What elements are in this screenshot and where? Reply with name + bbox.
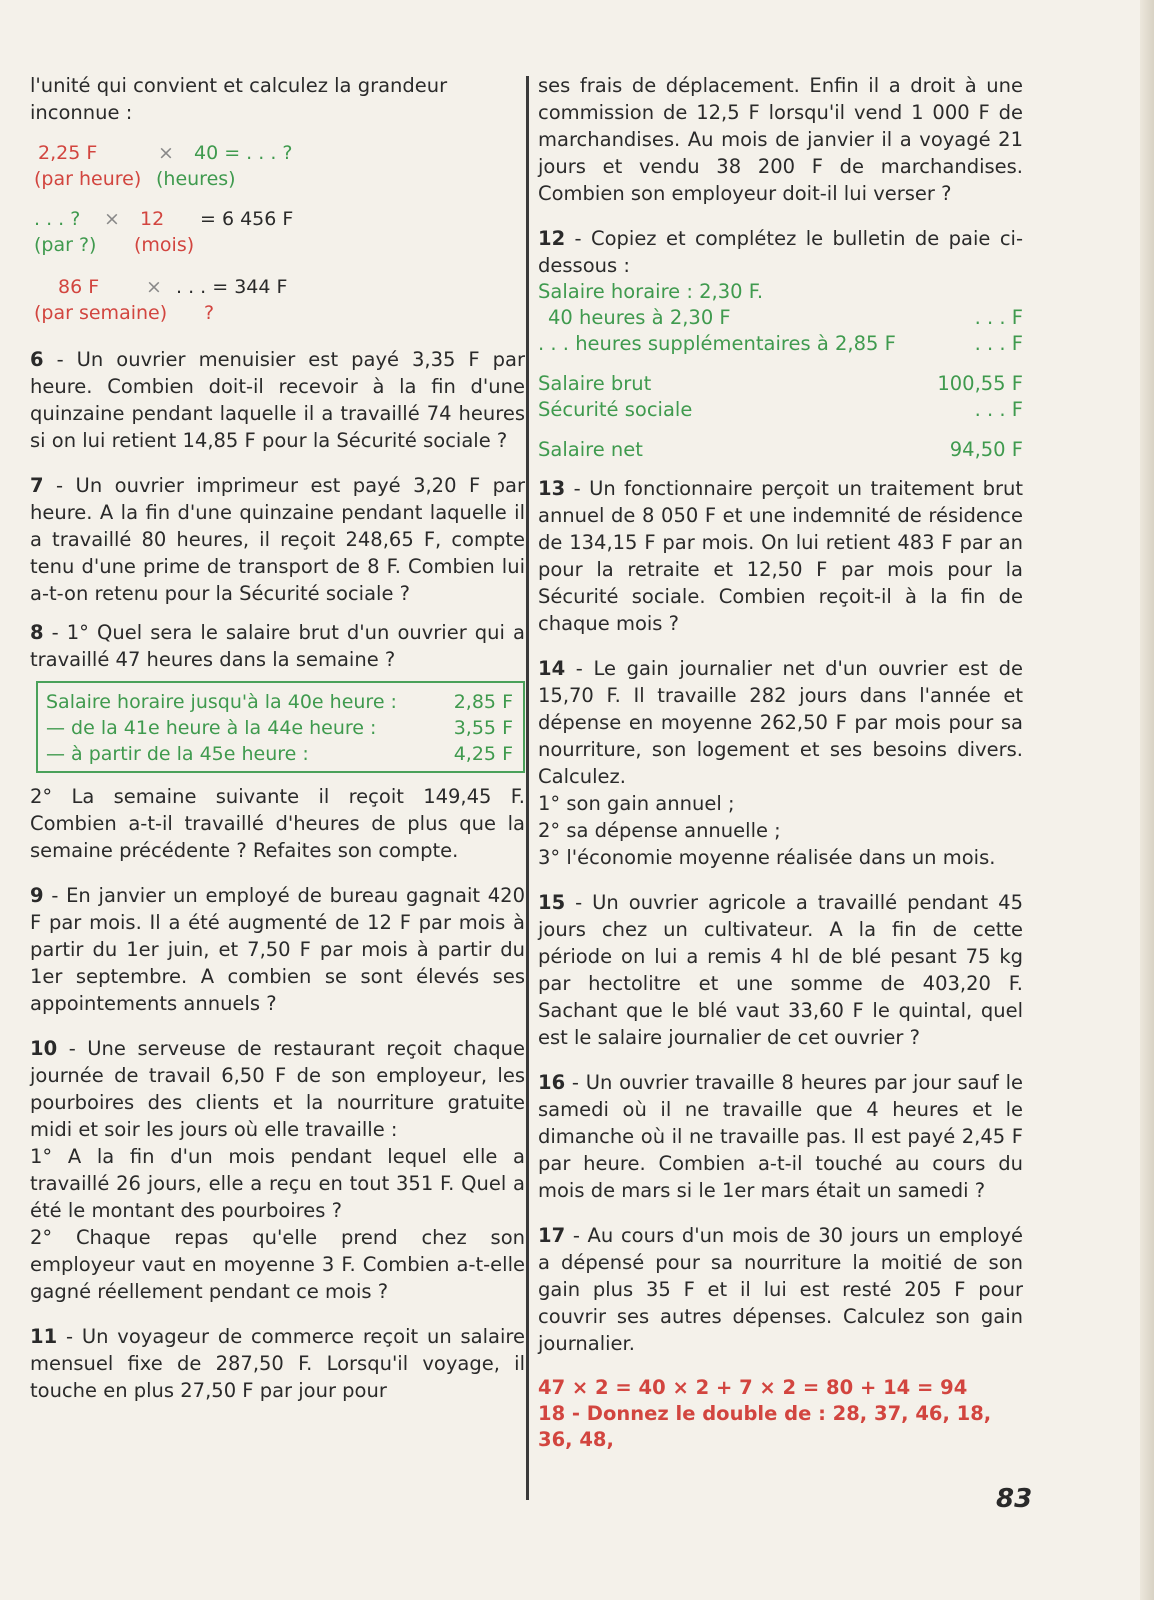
pay-slip-row-social-value: . . . F: [974, 398, 1023, 421]
exercise-14-number: 14: [538, 657, 566, 680]
mental-calculation-example: 47 × 2 = 40 × 2 + 7 × 2 = 80 + 14 = 94: [538, 1376, 968, 1399]
rate-row-1-value: 2,85 F: [453, 691, 513, 713]
formula-2-label-a: (par ?): [34, 234, 97, 256]
pay-slip-row-net-label: Salaire net: [538, 438, 643, 461]
exercise-10-number: 10: [30, 1037, 58, 1060]
exercise-7-text: - Un ouvrier imprimeur est payé 3,20 F par heure. A la fin d'une quinzaine pendant laquelle il a travaillé 80 heures, il reçoit 248,65 F, compte tenu d'une prime de transport de 8 F. Combien lui a-t-on retenu pour la Sécurité sociale ?: [30, 474, 525, 605]
pay-slip-hourly-rate: Salaire horaire : 2,30 F.: [538, 280, 764, 303]
exercise-13-number: 13: [538, 477, 566, 500]
pay-slip-row-net: [538, 437, 1023, 463]
exercise-17-text: - Au cours d'un mois de 30 jours un employé a dépensé pour sa nourriture la moitié de son gain plus 35 F et il lui est resté 205 F pour couvrir ses autres dépenses. Calculez son gain journalier.: [538, 1224, 1023, 1355]
exercise-11-text: - Un voyageur de commerce reçoit un salaire mensuel fixe de 287,50 F. Lorsqu'il voyage, il touche en plus 27,50 F par jour pour: [30, 1325, 525, 1402]
exercise-10-text: - Une serveuse de restaurant reçoit chaque journée de travail 6,50 F de son employeur, les pourboires des clients et la nourriture gratuite midi et soir les jours où elle travaille :: [30, 1037, 525, 1141]
rate-row-3-label: — à partir de la 45e heure :: [46, 743, 309, 765]
exercise-10-part-2: 2° Chaque repas qu'elle prend chez son employeur vaut en moyenne 3 F. Combien a-t-elle gagné réellement pendant ce mois ?: [30, 1226, 525, 1303]
formula-2-op: ×: [104, 208, 120, 230]
formula-3-a: 86 F: [58, 276, 100, 298]
exercise-16: [538, 1069, 1023, 1204]
pay-slip-row-overtime-value: . . . F: [974, 332, 1023, 355]
pay-slip-row-social-label: Sécurité sociale: [538, 398, 693, 421]
rate-row-2-label: — de la 41e heure à la 44e heure :: [46, 717, 377, 739]
formula-3-label-a: (par semaine): [34, 302, 168, 324]
exercise-12-number: 12: [538, 227, 566, 250]
pay-slip-row-overtime-label: . . . heures supplémentaires à 2,85 F: [538, 332, 896, 355]
rate-row-1: [46, 689, 513, 715]
formula-2: [34, 206, 525, 258]
exercise-13-text: - Un fonctionnaire perçoit un traitement brut annuel de 8 050 F et une indemnité de résidence de 134,15 F par mois. On lui retient 483 F par an pour la retraite et 12,50 F par mois pour la Sécurité sociale. Combien reçoit-il à la fin de chaque mois ?: [538, 477, 1023, 635]
exercise-17-number: 17: [538, 1224, 566, 1247]
exercise-9: [30, 882, 525, 1017]
exercise-14-item-1: 1° son gain annuel ;: [538, 792, 735, 815]
exercise-9-text: - En janvier un employé de bureau gagnait 420 F par mois. Il a été augmenté de 12 F par mois à partir du 1er juin, et 7,50 F par mois à partir du 1er septembre. A combien se sont élevés ses appointements annuels ?: [30, 884, 525, 1015]
exercise-15: [538, 889, 1023, 1051]
exercise-11-continued: ses frais de déplacement. Enfin il a droit à une commission de 12,5 F lorsqu'il vend 1 000 F de marchandises. Au mois de janvier il a voyagé 21 jours et vendu 38 200 F de marchandises. Combien son employeur doit-il lui verser ?: [538, 74, 1023, 205]
exercise-14-item-2: 2° sa dépense annuelle ;: [538, 819, 781, 842]
formula-1-label-b: (heures): [156, 168, 236, 190]
intro-line-1: l'unité qui convient et calculez la grandeur: [30, 74, 448, 97]
page-number: 83: [996, 1484, 1033, 1514]
exercise-15-number: 15: [538, 891, 566, 914]
exercise-6: [30, 346, 525, 454]
rate-row-3: [46, 741, 513, 767]
exercise-16-number: 16: [538, 1071, 566, 1094]
hourly-rates-box: [36, 681, 525, 773]
formula-3-b: . . . = 344 F: [176, 276, 288, 298]
formula-2-b: 12: [140, 208, 165, 230]
exercise-11: [30, 1323, 525, 1404]
pay-slip-row-gross-label: Salaire brut: [538, 372, 652, 395]
exercise-7: [30, 472, 525, 607]
exercise-14-item-3: 3° l'économie moyenne réalisée dans un mois.: [538, 846, 996, 869]
exercise-6-number: 6: [30, 348, 44, 371]
column-divider: [526, 76, 529, 1500]
exercise-17: [538, 1222, 1023, 1357]
exercise-12-text: - Copiez et complétez le bulletin de paie ci-dessous :: [538, 227, 1023, 277]
formula-1-op: ×: [158, 142, 174, 164]
formula-1-b: 40 = . . . ?: [194, 142, 293, 164]
page-edge: [1140, 0, 1154, 1600]
exercise-18: 18 - Donnez le double de : 28, 37, 46, 18, 36, 48,: [538, 1402, 992, 1451]
exercise-15-text: - Un ouvrier agricole a travaillé pendant 45 jours chez un cultivateur. A la fin de cette période on lui a remis 4 hl de blé pesant 75 kg par hectolitre et une somme de 403,20 F. Sachant que le blé vaut 33,60 F le quintal, quel est le salaire journalier de cet ouvrier ?: [538, 891, 1023, 1049]
exercise-8-number: 8: [30, 621, 44, 644]
pay-slip-row-regular-label: 40 heures à 2,30 F: [548, 306, 731, 329]
pay-slip-row-regular: [538, 305, 1023, 331]
exercise-12: [538, 225, 1023, 279]
right-column: [538, 72, 1023, 1453]
rate-row-3-value: 4,25 F: [453, 743, 513, 765]
rate-row-2: [46, 715, 513, 741]
formula-3: [34, 274, 525, 326]
exercise-6-text: - Un ouvrier menuisier est payé 3,35 F par heure. Combien doit-il recevoir à la fin d'une quinzaine pendant laquelle il a travaillé 74 heures si on lui retient 14,85 F pour la Sécurité sociale ?: [30, 348, 525, 452]
exercise-7-number: 7: [30, 474, 44, 497]
formula-1: [34, 140, 525, 192]
formula-2-c: = 6 456 F: [200, 208, 294, 230]
formula-3-op: ×: [146, 276, 162, 298]
pay-slip: [538, 279, 1023, 463]
exercise-16-text: - Un ouvrier travaille 8 heures par jour sauf le samedi où il ne travaille que 4 heures et le dimanche où il ne travaille pas. Il est payé 2,45 F par heure. Combien a-t-il touché au cours du mois de mars si le 1er mars était un samedi ?: [538, 1071, 1023, 1202]
exercise-8-part-2: 2° La semaine suivante il reçoit 149,45 F. Combien a-t-il travaillé d'heures de plus que la semaine précédente ? Refaites son compte.: [30, 785, 525, 862]
exercise-8: [30, 619, 525, 673]
left-column: [30, 72, 525, 1404]
formula-2-label-b: (mois): [134, 234, 195, 256]
exercise-8-text: - 1° Quel sera le salaire brut d'un ouvrier qui a travaillé 47 heures dans la semaine ?: [30, 621, 525, 671]
formula-1-a: 2,25 F: [38, 142, 98, 164]
formula-3-label-b: ?: [204, 302, 215, 324]
pay-slip-row-gross-value: 100,55 F: [937, 372, 1023, 395]
exercise-10-part-1: 1° A la fin d'un mois pendant lequel elle a travaillé 26 jours, elle a reçu en tout 351 F. Quel a été le montant des pourboires ?: [30, 1145, 525, 1222]
pay-slip-row-regular-value: . . . F: [974, 306, 1023, 329]
formula-2-a: . . . ?: [34, 208, 81, 230]
intro-line-2: inconnue :: [30, 101, 133, 124]
exercise-9-number: 9: [30, 884, 44, 907]
exercise-14-text: - Le gain journalier net d'un ouvrier est de 15,70 F. Il travaille 282 jours dans l'année et dépense en moyenne 262,50 F par mois pour sa nourriture, son logement et ses besoins divers. Calculez.: [538, 657, 1023, 788]
exercise-13: [538, 475, 1023, 637]
formula-1-label-a: (par heure): [34, 168, 142, 190]
rate-row-1-label: Salaire horaire jusqu'à la 40e heure :: [46, 691, 397, 713]
pay-slip-row-gross: [538, 371, 1023, 397]
exercise-10: [30, 1035, 525, 1143]
exercise-11-number: 11: [30, 1325, 58, 1348]
pay-slip-row-overtime: [538, 331, 1023, 357]
pay-slip-row-social: [538, 397, 1023, 423]
rate-row-2-value: 3,55 F: [453, 717, 513, 739]
exercise-14: [538, 655, 1023, 790]
pay-slip-row-net-value: 94,50 F: [949, 438, 1023, 461]
